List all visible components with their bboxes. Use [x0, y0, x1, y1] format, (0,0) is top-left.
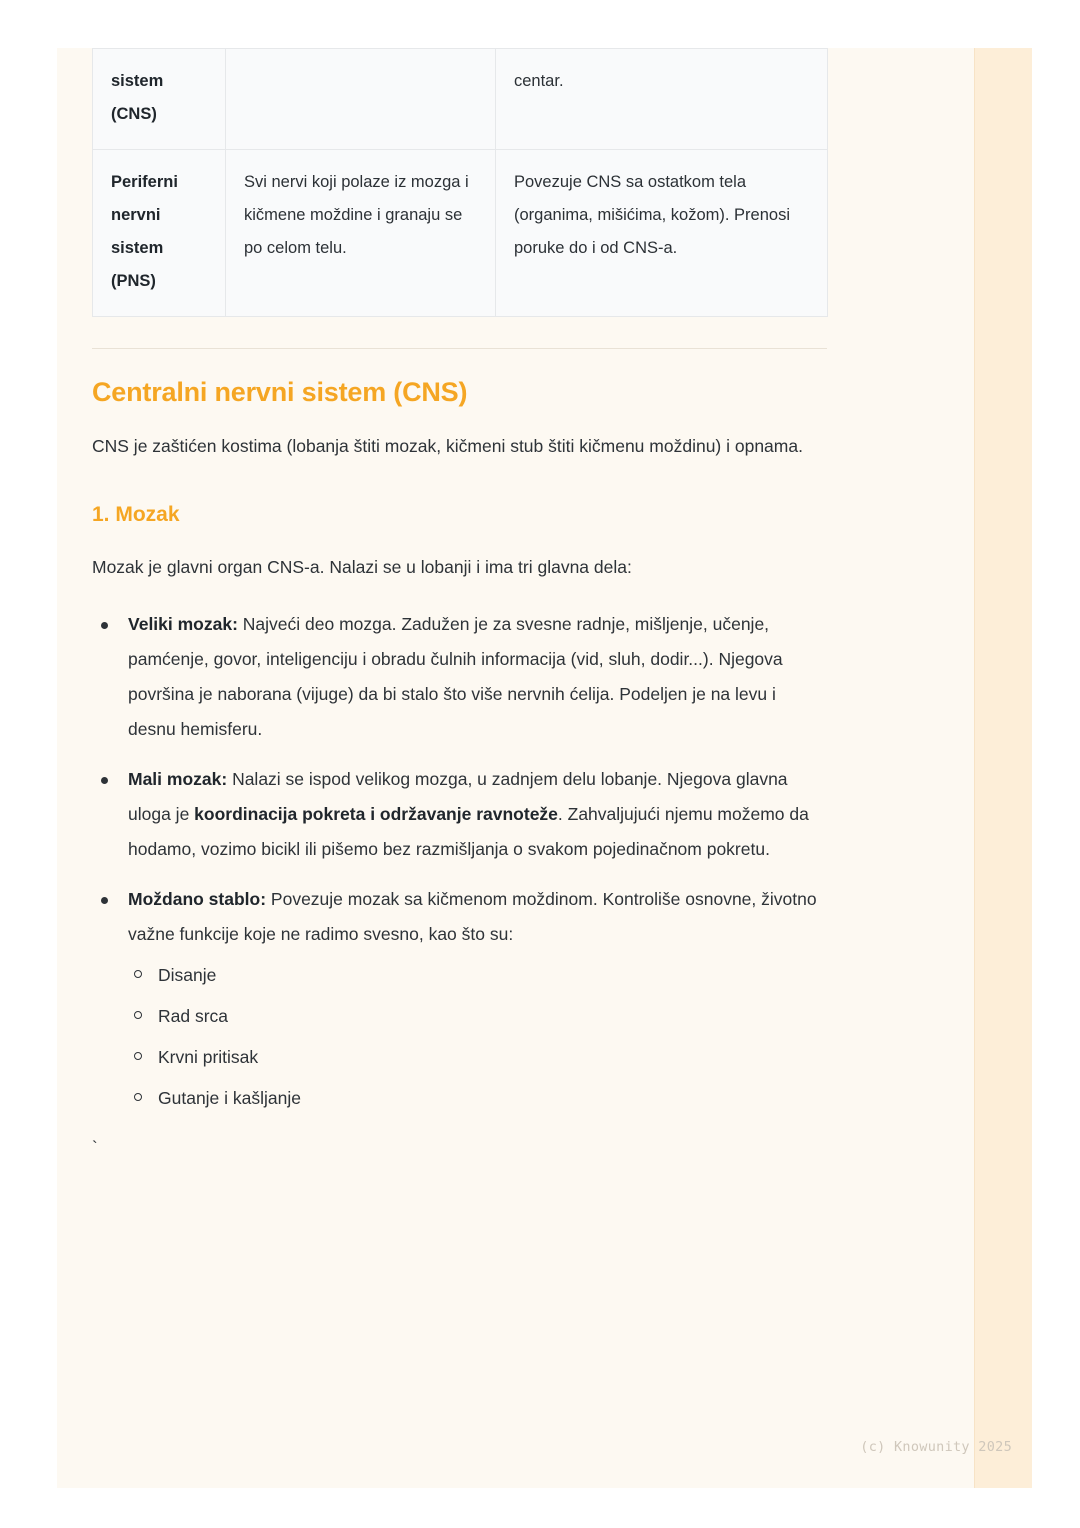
table-row — [93, 49, 828, 150]
subsection-heading: 1. Mozak — [92, 503, 180, 526]
list-item-text: Povezuje mozak sa kičmenom moždinom. Kontroliše osnovne, životno važne funkcije koje ne radimo svesno, kao što su: — [128, 889, 817, 944]
list-item-text: Nalazi se ispod velikog mozga, u zadnjem delu lobanje. Njegova glavna uloga je — [128, 769, 788, 824]
section-heading: Centralni nervni sistem (CNS) — [92, 377, 468, 407]
list-item-label: Moždano stablo: — [128, 889, 267, 909]
list-item-text: Najveći deo mozga. Zadužen je za svesne radnje, mišljenje, učenje, pamćenje, govor, inteligenciju i obradu čulnih informacija (vid, sluh, dodir...). Njegova površina je naborana (vijuge) da bi stalo što više nervnih ćelija. Podeljen je na levu i desnu hemisferu. — [128, 614, 783, 739]
table-cell-definition — [226, 49, 496, 150]
list-item: Disanje — [128, 962, 827, 988]
table-cell-role: Povezuje CNS sa ostatkom tela (organima, mišićima, kožom). Prenosi poruke do i od CNS-a. — [496, 150, 828, 317]
trailing-mark: ` — [92, 1138, 98, 1157]
subsection-intro: Mozak je glavni organ CNS-a. Nalazi se u lobanji i ima tri glavna dela: — [92, 557, 632, 577]
table-cell-definition: Svi nervi koji polaze iz mozga i kičmene moždine i granaju se po celom telu. — [226, 150, 496, 317]
brain-parts-list — [92, 607, 827, 1111]
list-item — [92, 762, 827, 867]
document-content — [92, 48, 827, 1158]
nervous-system-table — [92, 48, 828, 317]
list-item-label: Veliki mozak: — [128, 614, 238, 634]
table-row — [93, 150, 828, 317]
table-cell-term: sistem (CNS) — [93, 49, 226, 150]
list-item: Rad srca — [128, 1003, 827, 1029]
list-item-text-after: . Zahvaljujući njemu možemo da hodamo, vozimo bicikl ili pišemo bez razmišljanja o svakom pojedinačnom pokretu. — [128, 804, 809, 859]
watermark: (c) Knowunity 2025 — [860, 1439, 1012, 1455]
section-paragraph: CNS je zaštićen kostima (lobanja štiti mozak, kičmeni stub štiti kičmenu moždinu) i opnama. — [92, 436, 803, 456]
brainstem-functions-list — [128, 962, 827, 1111]
table-cell-term: Periferni nervni sistem (PNS) — [93, 150, 226, 317]
section-divider — [92, 348, 827, 349]
list-item-label: Mali mozak: — [128, 769, 228, 789]
list-item — [92, 882, 827, 1111]
list-item-emphasis: koordinacija pokreta i održavanje ravnoteže — [194, 804, 558, 824]
list-item: Krvni pritisak — [128, 1044, 827, 1070]
list-item — [92, 607, 827, 747]
page-right-rail — [974, 48, 1032, 1488]
table-cell-role: centar. — [496, 49, 828, 150]
list-item: Gutanje i kašljanje — [128, 1085, 827, 1111]
